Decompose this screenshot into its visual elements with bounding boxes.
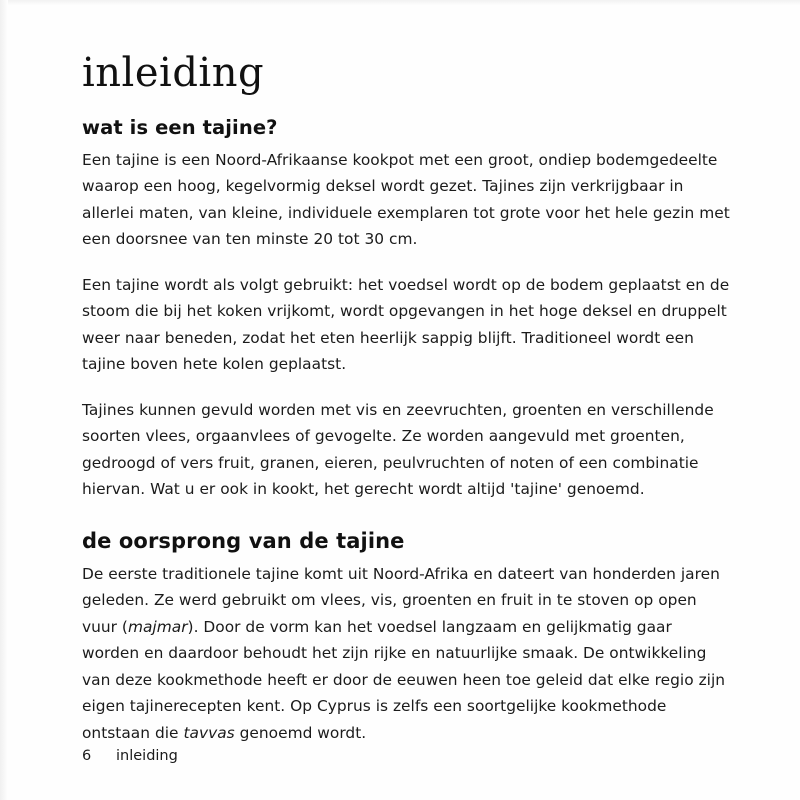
page-content <box>82 52 730 746</box>
section-heading-what-is-a-tajine: wat is een tajine? <box>82 116 278 139</box>
page-edge-top <box>0 0 800 6</box>
section-heading-origin-of-the-tajine: de oorsprong van de tajine <box>82 528 405 553</box>
page-edge-left <box>0 0 8 800</box>
page-title: inleiding <box>82 50 265 96</box>
page-footer <box>82 748 178 764</box>
paragraph: De eerste traditionele tajine komt uit Noord-Afrika en dateert van honderden jaren geleden. Ze werd gebruikt om vlees, vis, groenten en fruit in te stoven op open vuur (majmar). Door de vorm kan het voedsel langzaam en gelijkmatig gaar worden en daardoor behoudt het zijn rijke en natuurlijke smaak. De ontwikkeling van deze kookmethode heeft er door de eeuwen heen toe geleid dat elke regio zijn eigen tajinerecepten kent. Op Cyprus is zelfs een soortgelijke kookmethode ontstaan die tavvas genoemd wordt. <box>82 564 726 742</box>
paragraph: Een tajine is een Noord-Afrikaanse kookpot met een groot, ondiep bodemgedeelte waarop een hoog, kegelvormig deksel wordt gezet. Tajines zijn verkrijgbaar in allerlei maten, van kleine, individuele exemplaren tot grote voor het hele gezin met een doorsnee van ten minste 20 tot 30 cm. <box>82 151 730 249</box>
footer-running-head: inleiding <box>116 748 178 764</box>
paragraph: Een tajine wordt als volgt gebruikt: het voedsel wordt op de bodem geplaatst en de stoom die bij het koken vrijkomt, wordt opgevangen in het hoge deksel en druppelt weer naar beneden, zodat het eten heerlijk sappig blijft. Traditioneel wordt een tajine boven hete kolen geplaatst. <box>82 275 730 374</box>
footer-page-number: 6 <box>82 748 92 764</box>
paragraph: Tajines kunnen gevuld worden met vis en zeevruchten, groenten en verschillende soorten vlees, orgaanvlees of gevogelte. Ze worden aangevuld met groenten, gedroogd of vers fruit, granen, eieren, peulvruchten of noten of een combinatie hiervan. Wat u er ook in kookt, het gerecht wordt altijd 'tajine' genoemd. <box>82 400 714 499</box>
